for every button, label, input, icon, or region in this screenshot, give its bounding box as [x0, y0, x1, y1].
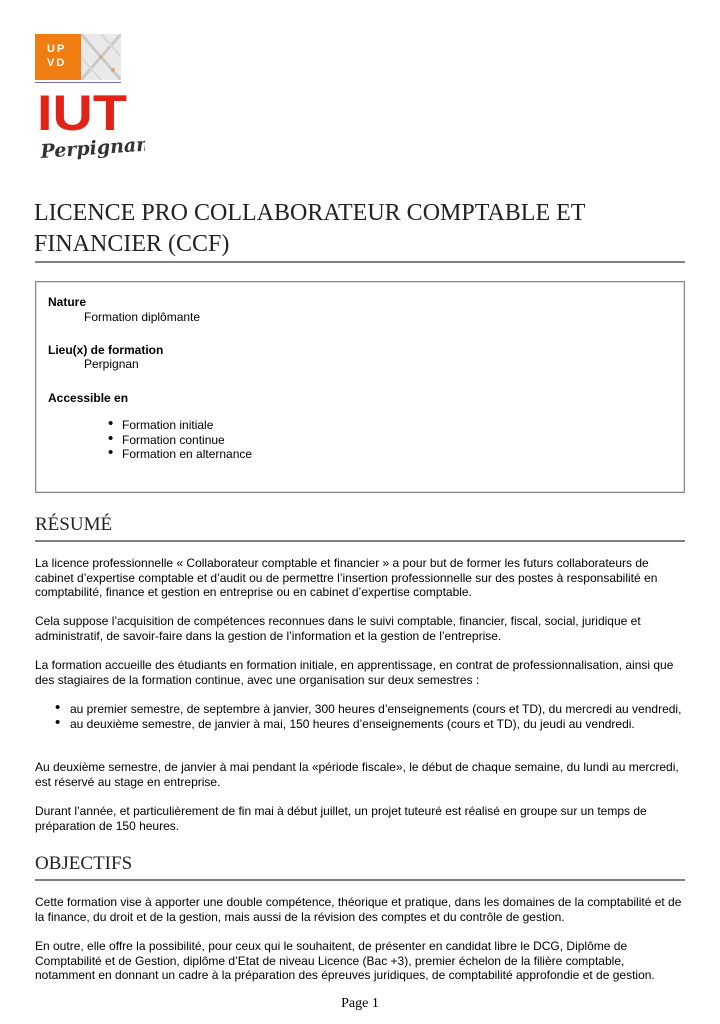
objectifs-heading: OBJECTIFS — [35, 853, 133, 874]
list-item: • au premier semestre, de septembre à janvier, 300 heures d’enseignements (cours et TD), du mercredi au vendredi, — [55, 702, 685, 717]
formation-info-box — [35, 281, 685, 493]
upvd-logo-block — [35, 34, 81, 80]
resume-underline — [35, 540, 685, 542]
objectifs-underline — [35, 879, 685, 881]
resume-paragraph-2: Cela suppose l’acquisition de compétences reconnues dans le suivi comptable, financier, fiscal, social, juridique et administratif, de savoir-faire dans la gestion de l’information et la gestion de l’entreprise. — [35, 614, 641, 643]
nature-value: Formation diplômante — [84, 310, 201, 324]
upvd-logo — [35, 34, 121, 80]
resume-paragraph-1: La licence professionnelle « Collaborateur comptable et financier » a pour but de former les futurs collaborateurs de cabinet d’expertise comptable et d’audit ou de permettre l’insertion professionnelle sur des postes à responsabilité en comptabilité, finance et gestion en entreprise ou en cabinet d’expertise comptable. — [35, 556, 658, 600]
upvd-logo-pattern — [81, 34, 121, 80]
title-underline — [35, 261, 685, 263]
objectifs-paragraph-1: Cette formation vise à apporter une double compétence, théorique et pratique, dans les domaines de la comptabilité et de la finance, du droit et de la gestion, mais aussi de la révision des comptes et du contrôle de gestion. — [35, 895, 682, 924]
upvd-logo-text-top: UP — [47, 43, 67, 55]
list-item: • au deuxième semestre, de janvier à mai, 150 heures d’enseignements (cours et TD), du jeudi au vendredi. — [55, 717, 685, 732]
list-item: • Formation continue — [108, 433, 252, 448]
resume-paragraph-4: Au deuxième semestre, de janvier à mai pendant la «période fiscale», le début de chaque semaine, du lundi au mercredi, est réservé au stage en entreprise. — [35, 760, 679, 789]
objectifs-paragraph-2: En outre, elle offre la possibilité, pour ceux qui le souhaitent, de présenter en candidat libre le DCG, Diplôme de Comptabilité et de Gestion, diplôme d’Etat de niveau Licence (Bac +3), premier échelon de la filière comptable, notamment en donnant un cadre à la préparation des épreuves juridiques, de comptabilité approfondie et de gestion. — [35, 939, 655, 983]
resume-heading: RÉSUMÉ — [35, 514, 113, 535]
list-item: • Formation en alternance — [108, 447, 252, 462]
lieu-label: Lieu(x) de formation — [48, 343, 164, 357]
list-item: • Formation initiale — [108, 418, 252, 433]
iut-perpignan-logo — [35, 86, 145, 166]
resume-paragraph-3: La formation accueille des étudiants en formation initiale, en apprentissage, en contrat de professionnalisation, ainsi que des stagiaires de la formation continue, avec une organisation sur deux semestres : — [35, 658, 674, 687]
perpignan-logo-text: Perpignan — [39, 133, 145, 163]
page-number: Page 1 — [341, 996, 379, 1011]
logo-divider — [35, 82, 121, 83]
resume-paragraph-5: Durant l’année, et particulièrement de fin mai à début juillet, un projet tuteuré est réalisé en groupe sur un temps de préparation de 150 heures. — [35, 804, 647, 833]
accessible-list — [108, 418, 252, 462]
accessible-label: Accessible en — [48, 391, 129, 405]
page-title: LICENCE PRO COLLABORATEUR COMPTABLE ET FINANCIER (CCF) — [34, 200, 585, 257]
iut-logo-text: IUT — [37, 86, 127, 141]
lieu-value: Perpignan — [84, 357, 139, 371]
nature-label: Nature — [48, 295, 87, 309]
upvd-logo-text-bottom: VD — [47, 57, 67, 69]
semester-list — [55, 702, 685, 731]
